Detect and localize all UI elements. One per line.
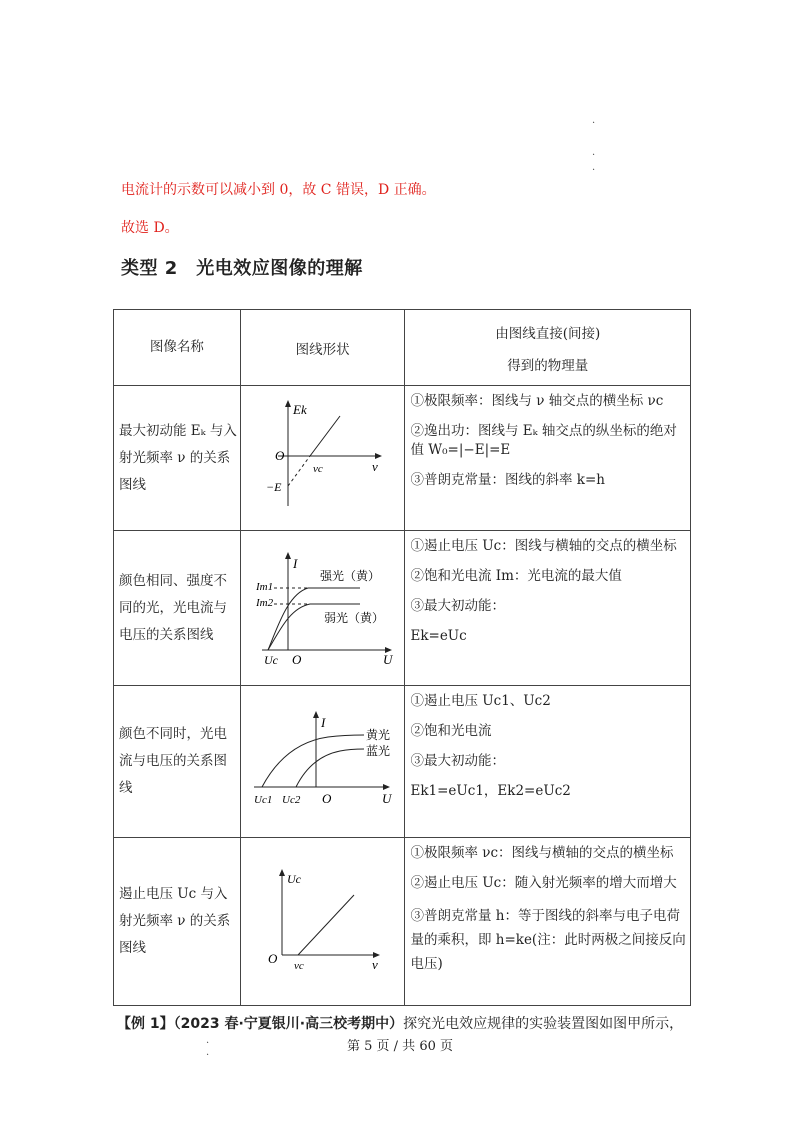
- axis-y-label: Ek: [292, 402, 307, 417]
- blue-light-label: 蓝光: [365, 743, 390, 758]
- row-name: 最大初动能 Eₖ 与入射光频率 ν 的关系图线: [114, 386, 241, 531]
- info-item: Ek=eUc: [410, 628, 467, 644]
- info-item: ①遏止电压 Uc：图线与横轴的交点的横坐标: [410, 538, 677, 554]
- example-heading: [117, 1013, 683, 1033]
- strong-light-label: 强光（黄）: [319, 569, 380, 583]
- stray-dot: ·: [592, 150, 596, 161]
- ek-nu-graph: [258, 396, 388, 516]
- row-info: [405, 531, 691, 686]
- axis-y-label: I: [320, 714, 325, 730]
- row-name: 遏止电压 Uc 与入射光频率 ν 的关系图线: [114, 838, 241, 1006]
- stop-voltage-label: Uc: [263, 653, 278, 666]
- info-item: ②饱和光电流 Im：光电流的最大值: [410, 568, 622, 584]
- table-row: [114, 386, 691, 531]
- intercept-label: −E: [265, 480, 282, 494]
- graph-uc-nu: [240, 838, 405, 1006]
- uc1-label: Uc1: [253, 793, 272, 806]
- row-name: 颜色相同、强度不同的光，光电流与电压的关系图线: [114, 531, 241, 686]
- origin-label: O: [274, 448, 285, 463]
- table-row: [114, 531, 691, 686]
- graph-i-u-intensity: [240, 531, 405, 686]
- graph-i-u-color: [240, 686, 405, 838]
- yellow-light-label: 黄光: [365, 727, 390, 742]
- table-header-row: [114, 310, 691, 386]
- stray-dot: ·: [206, 1050, 210, 1061]
- example-label: 【例 1】（2023 春·宁夏银川·高三校考期中）: [117, 1016, 404, 1032]
- axis-x-label: ν: [371, 459, 378, 474]
- info-item: ①极限频率：图线与 ν 轴交点的横坐标 νc: [410, 393, 664, 409]
- row-info: [405, 838, 691, 1006]
- header-quantity: [405, 310, 691, 386]
- table-row: [114, 838, 691, 1006]
- page-footer: 第 5 页 / 共 60 页: [347, 1039, 453, 1054]
- im2-label: Im2: [255, 597, 273, 609]
- row-info: [405, 386, 691, 531]
- header-name: 图像名称: [114, 310, 241, 386]
- info-item: ①遏止电压 Uc1、Uc2: [410, 693, 551, 709]
- axis-x-label: U: [382, 652, 393, 666]
- info-item: ①极限频率 νc：图线与横轴的交点的横坐标: [410, 845, 674, 861]
- header-quantity-line2: 得到的物理量: [507, 357, 589, 374]
- i-u-intensity-graph: [248, 546, 398, 666]
- uc2-label: Uc2: [281, 793, 300, 806]
- stray-dot: ·: [592, 165, 596, 176]
- axis-x-label: U: [381, 790, 392, 806]
- graph-ek-nu: [240, 386, 405, 531]
- info-item: Ek1=eUc1，Ek2=eUc2: [410, 783, 571, 799]
- i-u-color-graph: [248, 705, 398, 815]
- header-figure: 图线形状: [240, 310, 405, 386]
- row-info: [405, 686, 691, 838]
- uc-nu-graph: [258, 865, 388, 975]
- info-item: ②遏止电压 Uc：随入射光频率的增大而增大: [410, 875, 677, 891]
- info-item: ③最大初动能：: [410, 598, 505, 614]
- threshold-label: νc: [293, 959, 304, 972]
- stray-dot: ·: [592, 118, 596, 129]
- row-name: 颜色不同时，光电流与电压的关系图线: [114, 686, 241, 838]
- origin-label: O: [291, 652, 302, 666]
- example-text: 探究光电效应规律的实验装置图如图甲所示，: [403, 1016, 684, 1032]
- stray-dot: ·: [206, 1038, 210, 1049]
- info-item: ③普朗克常量 h：等于图线的斜率与电子电荷量的乘积，即 h=ke(注：此时两极之间接反向电压): [410, 908, 686, 972]
- info-item: ②逸出功：图线与 Eₖ 轴交点的纵坐标的绝对值 W₀=|−E|=E: [410, 423, 677, 458]
- answer-conclusion: 故选 D。: [121, 220, 179, 236]
- im1-label: Im1: [255, 581, 273, 593]
- info-item: ③普朗克常量：图线的斜率 k=h: [410, 472, 605, 488]
- info-item: ②饱和光电流: [410, 723, 492, 739]
- info-item: ③最大初动能：: [410, 753, 505, 769]
- origin-label: O: [267, 950, 278, 966]
- axis-y-label: I: [292, 556, 297, 571]
- photoelectric-graph-table: [113, 309, 691, 1006]
- answer-text-line: 电流计的示数可以减小到 0，故 C 错误，D 正确。: [121, 182, 436, 198]
- table-row: [114, 686, 691, 838]
- weak-light-label: 弱光（黄）: [323, 611, 384, 625]
- origin-label: O: [321, 790, 332, 806]
- threshold-label: νc: [312, 463, 323, 475]
- section-title: 类型 2 光电效应图像的理解: [121, 258, 363, 279]
- axis-y-label: Uc: [286, 871, 301, 886]
- header-quantity-line1: 由图线直接(间接): [495, 325, 601, 342]
- axis-x-label: ν: [371, 956, 378, 972]
